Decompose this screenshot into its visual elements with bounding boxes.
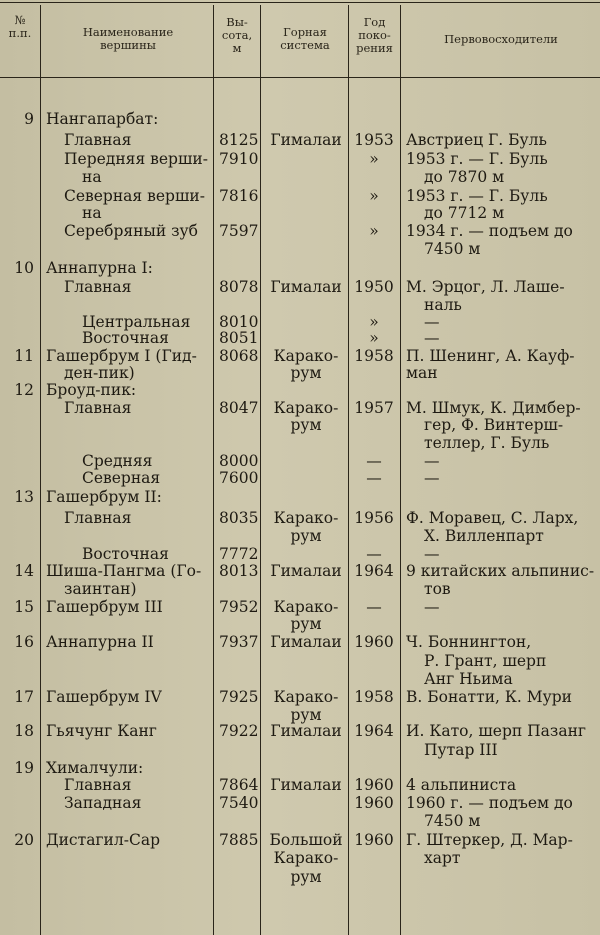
ascent-year: » (369, 150, 379, 168)
row-number: 19 (14, 759, 34, 777)
peak-height: 8000 (219, 452, 259, 470)
peak-name: Хималчули: (46, 759, 144, 777)
first-climbers: И. Като, шерп Пазанг (406, 722, 587, 740)
row-number: 9 (24, 110, 34, 128)
first-climbers: — (424, 329, 440, 347)
row-number: 11 (14, 347, 34, 365)
first-climbers: 1953 г. — Г. Буль (406, 187, 548, 205)
first-climbers: — (424, 313, 440, 331)
row-number: 15 (14, 598, 34, 616)
peak-name: Центральная (82, 313, 191, 331)
mountain-system: Каракo- (273, 399, 339, 417)
first-climbers: Х. Вилленпарт (424, 527, 544, 545)
peak-name: Главная (64, 509, 132, 527)
peak-height: 7540 (219, 794, 259, 812)
peak-name: Главная (64, 278, 132, 296)
ascent-year: 1964 (354, 562, 394, 580)
mountain-system: рум (290, 364, 322, 382)
mountain-system: рум (290, 527, 322, 545)
peak-name: Западная (64, 794, 142, 812)
peak-height: 8013 (219, 562, 259, 580)
first-climbers: теллер, Г. Буль (424, 434, 550, 452)
peak-name: Северная верши- (64, 187, 205, 205)
peak-height: 7952 (219, 598, 259, 616)
header-climbers: Первовосходители (444, 32, 558, 46)
first-climbers: 7450 м (424, 240, 481, 258)
ascent-year: — (366, 545, 382, 563)
first-climbers: 7450 м (424, 812, 481, 830)
peak-name: Средняя (82, 452, 153, 470)
row-number: 10 (14, 259, 34, 277)
mountain-system: рум (290, 868, 322, 886)
peak-name: Передняя верши- (64, 150, 208, 168)
peak-height: 7864 (219, 776, 259, 794)
peak-name: заинтан) (64, 580, 137, 598)
first-climbers: Ф. Моравец, С. Ларх, (406, 509, 579, 527)
peak-name: Серебряный зуб (64, 222, 198, 240)
peak-height: 7885 (219, 831, 259, 849)
first-climbers: 9 китайских альпинис- (406, 562, 595, 580)
ascent-year: 1950 (354, 278, 394, 296)
mountain-system: рум (290, 615, 322, 633)
first-climbers: П. Шенинг, А. Кауф- (406, 347, 575, 365)
first-climbers: Австриец Г. Буль (406, 131, 547, 149)
ascent-year: » (369, 329, 379, 347)
ascent-year: » (369, 187, 379, 205)
header-system: Горная система (280, 25, 330, 52)
header-height: Вы- сота, м (221, 15, 253, 55)
row-number: 13 (14, 488, 34, 506)
peak-name: Главная (64, 399, 132, 417)
peak-name: Аннапурна II (46, 633, 154, 651)
first-climbers: 1953 г. — Г. Буль (406, 150, 548, 168)
first-climbers: харт (424, 849, 461, 867)
peak-height: 7922 (219, 722, 259, 740)
ascent-year: 1960 (354, 831, 394, 849)
first-climbers: М. Шмук, К. Димбер- (406, 399, 581, 417)
peak-height: 8051 (219, 329, 259, 347)
mountain-system: рум (290, 706, 322, 724)
column-divider (260, 5, 261, 935)
ascent-year: 1958 (354, 347, 394, 365)
row-number: 16 (14, 633, 34, 651)
column-divider (348, 5, 349, 935)
peak-name: Шиша-Пангма (Го- (46, 562, 202, 580)
peak-name: Восточная (82, 329, 169, 347)
peak-name: Гашербрум II: (46, 488, 162, 506)
ascent-year: 1960 (354, 776, 394, 794)
header-rule (0, 77, 600, 78)
peak-name: Броуд-пик: (46, 381, 137, 399)
first-climbers: ман (406, 364, 438, 382)
first-climbers: 1960 г. — подъем до (406, 794, 573, 812)
first-climbers: 4 альпиниста (406, 776, 517, 794)
first-climbers: — (424, 598, 440, 616)
mountain-system: Большой (269, 831, 343, 849)
peak-name: ден-пик) (64, 364, 135, 382)
peak-name: Гашербрум I (Гид- (46, 347, 197, 365)
first-climbers: Р. Грант, шерп (424, 652, 547, 670)
first-climbers: до 7712 м (424, 204, 505, 222)
peak-height: 7597 (219, 222, 259, 240)
column-divider (40, 5, 41, 935)
header-name: Наименование вершины (82, 25, 174, 52)
ascent-year: » (369, 222, 379, 240)
ascent-year: — (366, 452, 382, 470)
peak-name: Гьячунг Канг (46, 722, 157, 740)
peak-height: 8047 (219, 399, 259, 417)
ascent-year: 1964 (354, 722, 394, 740)
row-number: 18 (14, 722, 34, 740)
ascent-year: 1956 (354, 509, 394, 527)
peak-height: 8068 (219, 347, 259, 365)
peak-name: Главная (64, 131, 132, 149)
ascent-year: 1953 (354, 131, 394, 149)
peak-height: 8010 (219, 313, 259, 331)
first-climbers: Ч. Боннингтон, (406, 633, 532, 651)
peak-height: 7925 (219, 688, 259, 706)
ascent-year: 1960 (354, 794, 394, 812)
header-num: № п.п. (8, 13, 32, 40)
column-divider (400, 5, 401, 935)
mountain-system: Гималаи (270, 278, 342, 296)
peak-height: 7937 (219, 633, 259, 651)
peak-height: 7816 (219, 187, 259, 205)
peak-name: Дистагил-Сар (46, 831, 160, 849)
peak-name: Главная (64, 776, 132, 794)
ascent-year: 1957 (354, 399, 394, 417)
peak-name: Восточная (82, 545, 169, 563)
peak-height: 8078 (219, 278, 259, 296)
ascent-year: — (366, 598, 382, 616)
peak-height: 7910 (219, 150, 259, 168)
header-year: Год поко- рения (356, 15, 393, 55)
row-number: 12 (14, 381, 34, 399)
first-climbers: Г. Штеркер, Д. Мар- (406, 831, 573, 849)
ascent-year: — (366, 469, 382, 487)
peak-name: Аннапурна I: (46, 259, 153, 277)
peak-height: 7600 (219, 469, 259, 487)
first-climbers: — (424, 452, 440, 470)
mountain-system: Каракo- (273, 598, 339, 616)
first-climbers: 1934 г. — подъем до (406, 222, 573, 240)
peak-name: на (82, 204, 102, 222)
peak-name: Гашербрум IV (46, 688, 162, 706)
mountain-system: Каракo- (273, 509, 339, 527)
ascent-year: » (369, 313, 379, 331)
row-number: 20 (14, 831, 34, 849)
first-climbers: гер, Ф. Винтерш- (424, 416, 564, 434)
first-climbers: — (424, 469, 440, 487)
row-number: 14 (14, 562, 34, 580)
peak-name: Нангапарбат: (46, 110, 159, 128)
table-top-rule (0, 2, 600, 3)
first-climbers: В. Бонатти, К. Мури (406, 688, 572, 706)
first-climbers: тов (424, 580, 451, 598)
peak-name: на (82, 168, 102, 186)
mountain-system: Гималаи (270, 131, 342, 149)
first-climbers: Анг Ньима (424, 670, 513, 688)
ascent-year: 1960 (354, 633, 394, 651)
first-climbers: до 7870 м (424, 168, 505, 186)
mountain-system: Гималаи (270, 776, 342, 794)
first-climbers: — (424, 545, 440, 563)
row-number: 17 (14, 688, 34, 706)
mountain-system: Гималаи (270, 562, 342, 580)
peak-height: 8125 (219, 131, 259, 149)
first-climbers: наль (424, 296, 462, 314)
mountain-system: Каракo- (273, 849, 339, 867)
ascent-year: 1958 (354, 688, 394, 706)
mountain-system: рум (290, 416, 322, 434)
first-climbers: Путар III (424, 741, 498, 759)
column-divider (213, 5, 214, 935)
mountain-system: Гималаи (270, 633, 342, 651)
peak-height: 7772 (219, 545, 259, 563)
peak-name: Гашербрум III (46, 598, 163, 616)
peak-height: 8035 (219, 509, 259, 527)
mountain-system: Каракo- (273, 688, 339, 706)
first-climbers: М. Эрцог, Л. Лаше- (406, 278, 565, 296)
mountain-system: Каракo- (273, 347, 339, 365)
mountain-system: Гималаи (270, 722, 342, 740)
peak-name: Северная (82, 469, 161, 487)
